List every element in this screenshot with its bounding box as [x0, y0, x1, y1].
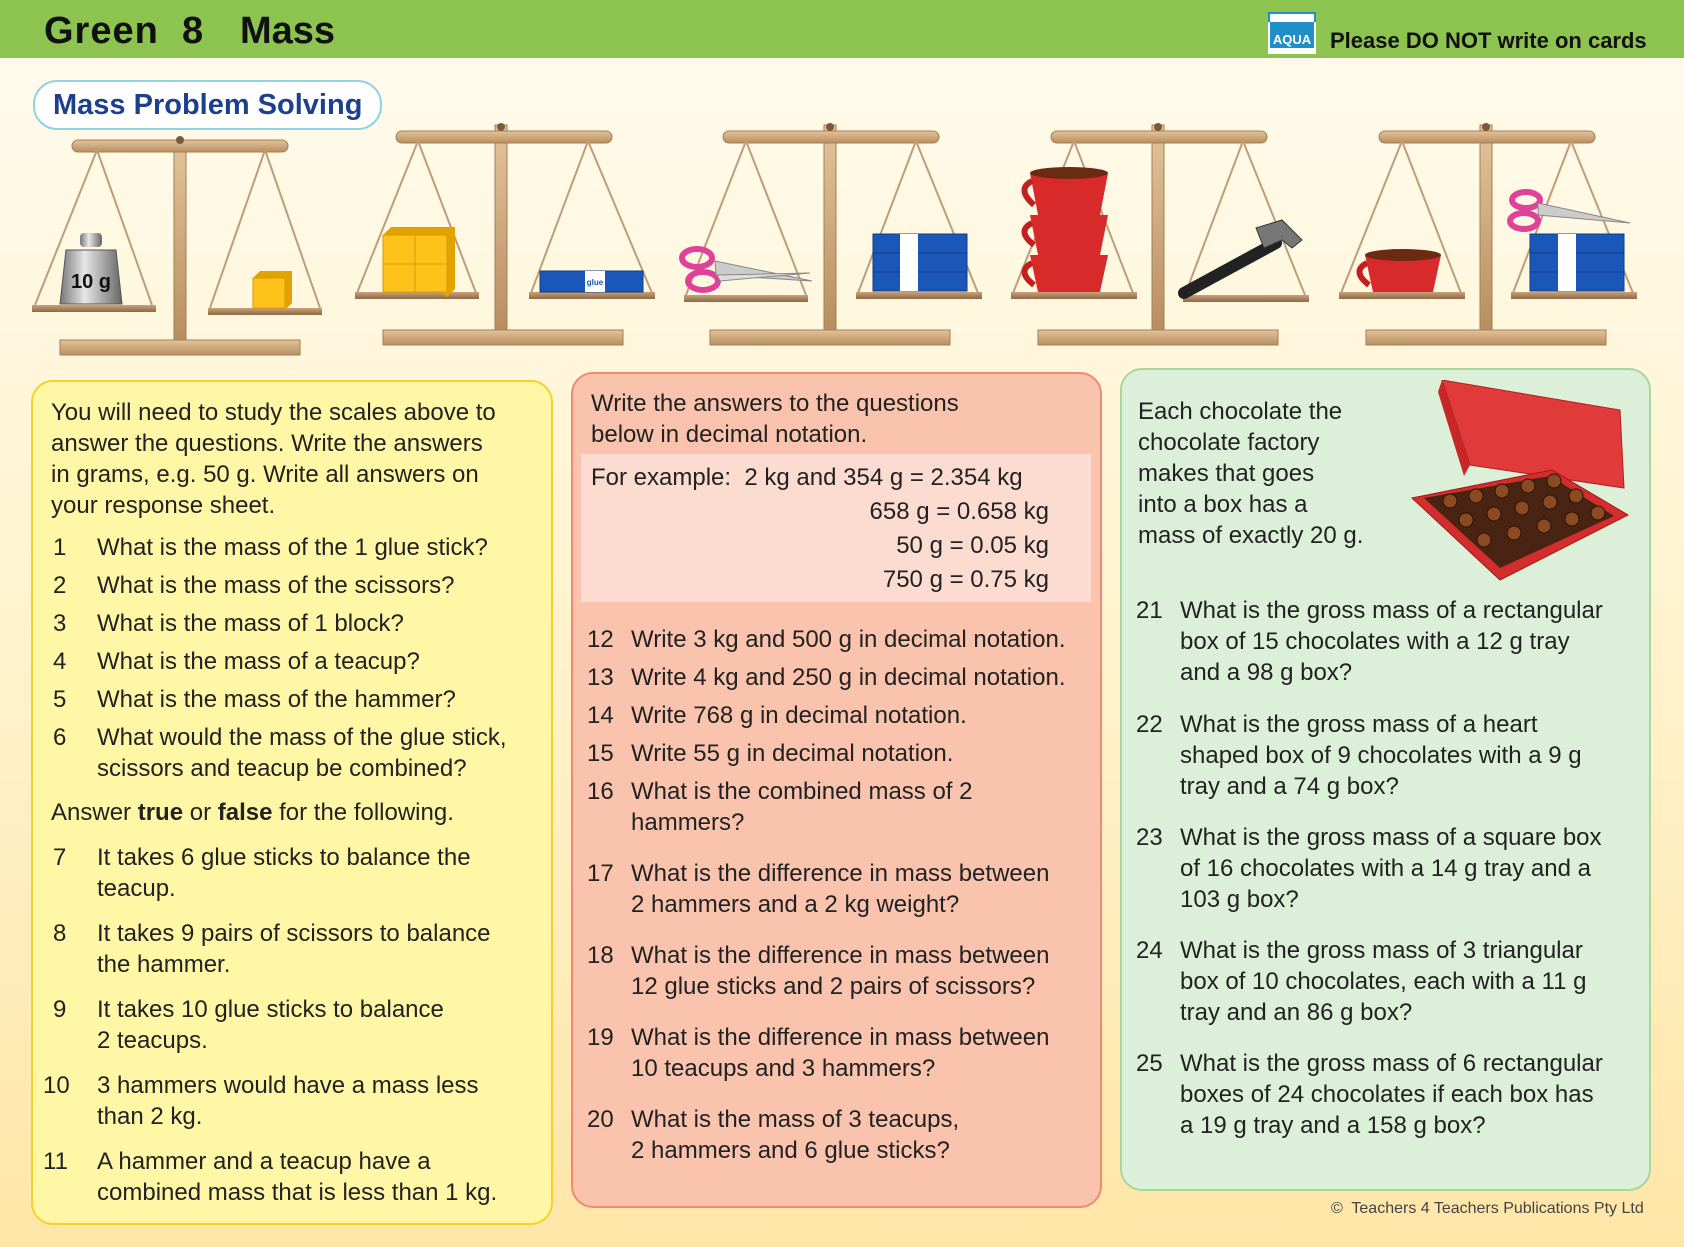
card-topic: Mass [240, 10, 336, 52]
glue-stick-icon [540, 271, 643, 292]
copyright-notice: © Teachers 4 Teachers Publications Pty Ltd [1331, 1200, 1644, 1217]
questions-panel-decimal: Write the answers to the questions below in decimal notation. For example: 2 kg and 354 g = 2.354 kg 658 g = 0.658 kg 50 g = 0.05 kg 750 g = 0.75 kg 12 Write 3 kg and 500 g in decimal notation. 13 Write 4 kg and 250 g in decimal notation. 14 Write 768 g in decimal notation. 15 Write 55 g in decimal notation. 16 What is the combined mass of 2 hammers? 17 What is the difference in mass between 2 hammers and a 2 kg weight? 18 What is the difference in mass between 12 glue sticks and 2 pairs of scissors? 19 What is the difference in mass between 10 teacups and 3 hammers? 20 What is the mass of 3 teacups, 2 hammers and 6 glue sticks? [571, 372, 1102, 1208]
page-title: Mass Problem Solving [33, 80, 382, 130]
scale-4 [1011, 123, 1309, 345]
chocolate-box-icon [1402, 380, 1632, 590]
header-bar [0, 0, 1684, 58]
10g-weight-icon [60, 233, 122, 304]
teacup-icon [1359, 249, 1441, 292]
glue-sticks-stack-icon [873, 234, 967, 291]
glue-sticks-and-scissors-icon [1510, 192, 1630, 291]
scale-3 [682, 123, 982, 345]
aqua-badge: AQUA [1268, 18, 1316, 54]
true-false-instruction: Answer true or false for the following. [51, 799, 454, 826]
teacups-stack-icon [1024, 167, 1108, 292]
four-blocks-icon [383, 227, 455, 297]
scale-1 [32, 136, 322, 355]
copyright-icon: © [1331, 1200, 1343, 1217]
questions-panel-chocolates: Each chocolate the chocolate factory makes that goes into a box has a mass of exactly 20 g. 21 What is the gross mass of a rectangular box of 15 chocolates with a 12 g tray and a 98 g box? 22 What is the gross mass of a heart shaped box of 9 chocolates with a 9 g tray and a 74 g box? 23 What is the gross mass of a square box of 16 chocolates with a 14 g tray and a 103 g box? 24 What is the gross mass of 3 triangular box of 10 chocolates, each with a 11 g tray and an 86 g box? 25 What is the gross mass of 6 rectangular boxes of 24 chocolates if each box has a 19 g tray and a 158 g box? [1120, 368, 1651, 1191]
example-box: For example: 2 kg and 354 g = 2.354 kg 658 g = 0.658 kg 50 g = 0.05 kg 750 g = 0.75 kg [581, 454, 1091, 602]
scales-illustration [0, 115, 1684, 365]
block-icon [253, 271, 292, 310]
weight-label: 10 g [70, 271, 112, 293]
svg-text:glue: glue [586, 278, 604, 287]
panel3-intro: Each chocolate the chocolate factory makes that goes into a box has a mass of exactly 20 g. [1138, 398, 1364, 549]
card-level: Green 8 [44, 10, 205, 52]
panel2-intro: Write the answers to the questions below in decimal notation. [591, 390, 959, 448]
scale-5 [1339, 123, 1637, 345]
hammer-icon [1184, 220, 1302, 293]
questions-panel-grams: You will need to study the scales above to answer the questions. Write the answers in grams, e.g. 50 g. Write all answers on your response sheet. 1 What is the mass of the 1 glue stick? 2 What is the mass of the scissors? 3 What is the mass of 1 block? 4 What is the mass of a teacup? 5 What is the mass of the hammer? 6 What would the mass of the glue stick, scissors and teacup be combined? Answer true or false for the following. 7 It takes 6 glue sticks to balance the teacup. 8 It takes 9 pairs of scissors to balance the hammer. 9 It takes 10 glue sticks to balance 2 teacups. 10 3 hammers would have a mass less than 2 kg. 11 A hammer and a teacup have a combined mass that is less than 1 kg. [31, 380, 553, 1225]
scale-2 [355, 123, 655, 345]
do-not-write-notice: Please DO NOT write on cards [1330, 28, 1647, 53]
panel1-intro: You will need to study the scales above to answer the questions. Write the answers in grams, e.g. 50 g. Write all answers on your response sheet. [51, 399, 496, 519]
